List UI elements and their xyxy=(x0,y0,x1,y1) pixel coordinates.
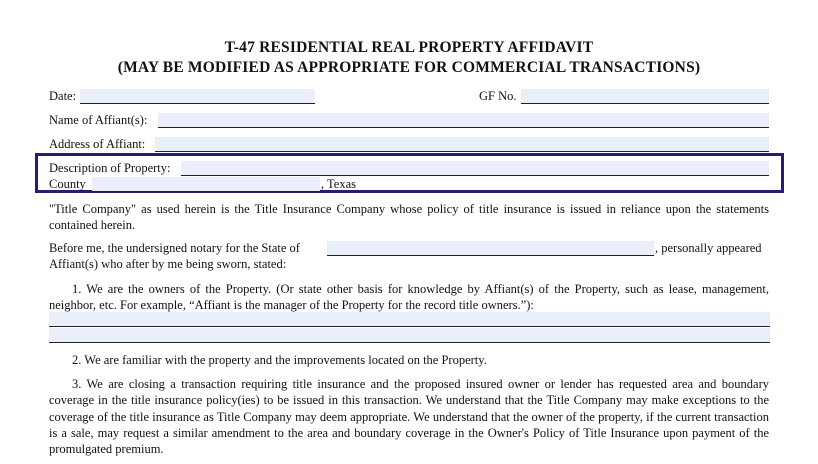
texas-label: , Texas xyxy=(321,177,356,191)
date-label: Date: xyxy=(49,89,77,103)
item-1-paragraph: 1. We are the owners of the Property. (Or state other basis for knowledge by Affiant(s) of the Property, such as lease, management, neighbor, etc. For example, “Affiant is the manager of the Property for the record title owners.”): xyxy=(49,282,769,313)
affiant-name-label: Name of Affiant(s): xyxy=(49,113,148,127)
affiant-address-field[interactable] xyxy=(155,137,769,152)
gf-number-field[interactable] xyxy=(521,89,769,104)
notary-text-before: Before me, the undersigned notary for the State of xyxy=(49,241,300,255)
notary-state-field[interactable] xyxy=(327,241,654,256)
item-2-paragraph: 2. We are familiar with the property and the improvements located on the Property. xyxy=(72,353,487,367)
item-1-answer-line-1[interactable] xyxy=(49,312,770,327)
item-3-paragraph: 3. We are closing a transaction requiring title insurance and the proposed insured owner or lender has requested area and boundary coverage in the title insurance policy(ies) to be issued in this transaction. We understand that the Title Company may make exceptions to the coverage of the title insurance as Title Company may deem appropriate. We understand that the owner of the property, if the current transaction is a sale, may request a similar amendment to the area and boundary coverage in the Owner's Policy of Title Insurance upon payment of the promulgated premium. xyxy=(49,377,769,457)
item-1-answer-line-2[interactable] xyxy=(49,328,770,343)
property-description-field[interactable] xyxy=(181,161,769,176)
form-title: T-47 RESIDENTIAL REAL PROPERTY AFFIDAVIT xyxy=(224,39,594,56)
county-field[interactable] xyxy=(92,177,320,192)
notary-text-after: , personally appeared xyxy=(655,241,762,255)
date-field[interactable] xyxy=(80,89,315,104)
title-company-paragraph: "Title Company" as used herein is the Title Insurance Company whose policy of title insurance is issued in reliance upon the statements contained herein. xyxy=(49,202,769,233)
form-subtitle: (MAY BE MODIFIED AS APPROPRIATE FOR COMMERCIAL TRANSACTIONS) xyxy=(117,59,701,76)
county-label: County xyxy=(49,177,86,191)
affiant-name-field[interactable] xyxy=(158,113,769,128)
property-description-label: Description of Property: xyxy=(49,161,171,175)
gf-number-label: GF No. xyxy=(479,89,517,103)
notary-text-line2: Affiant(s) who after by me being sworn, stated: xyxy=(49,257,287,271)
affiant-address-label: Address of Affiant: xyxy=(49,137,146,151)
